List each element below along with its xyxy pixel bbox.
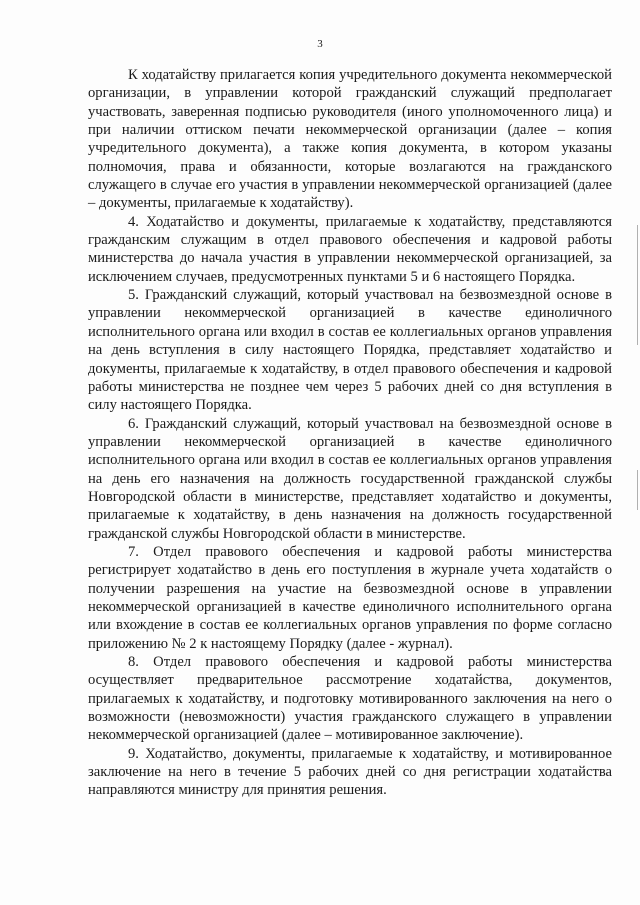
paragraph-5: 5. Гражданский служащий, который участвовал на безвозмездной основе в управлении некоммерческой организацией в качестве единоличного исполнительного органа или входил в состав ее коллегиальных органов управления на день вступления в силу настоящего Порядка, представляет ходатайство и документы, прилагаемые к ходатайству, в отдел правового обеспечения и кадровой работы министерства не позднее чем через 5 рабочих дней со дня вступления в силу настоящего Порядка.	[88, 287, 612, 414]
paragraph-7: 7. Отдел правового обеспечения и кадровой работы министерства регистрирует ходатайство в день его поступления в журнале учета ходатайств о получении разрешения на участие на безвозмездной основе в управлении некоммерческой организацией в качестве единоличного исполнительного органа или вхождение в состав ее коллегиальных органов управления по форме согласно приложению № 2 к настоящему Порядку (далее - журнал).	[88, 543, 612, 652]
paragraph-6: 6. Гражданский служащий, который участвовал на безвозмездной основе в управлении некоммерческой организацией в качестве единоличного исполнительного органа или входил в состав ее коллегиальных органов управления на день его назначения на должность государственной гражданской службы Новгородской области в министерстве, представляет ходатайство и документы, прилагаемые к ходатайству, в день назначения на должность государственной гражданской службы Новгородской области в министерстве.	[88, 415, 612, 542]
paragraph-4: 4. Ходатайство и документы, прилагаемые к ходатайству, представляются гражданским служащим в отдел правового обеспечения и кадровой работы министерства до начала участия в управлении некоммерческой организацией, за исключением случаев, предусмотренных пунктами 5 и 6 настоящего Порядка.	[88, 213, 612, 285]
scan-edge-mark	[637, 470, 638, 510]
paragraph-9: 9. Ходатайство, документы, прилагаемые к ходатайству, и мотивированное заключение на него в течение 5 рабочих дней со дня регистрации ходатайства направляются министру для принятия решения.	[88, 745, 612, 799]
paragraph-8: 8. Отдел правового обеспечения и кадровой работы министерства осуществляет предварительное рассмотрение ходатайства, документов, прилагаемых к ходатайству, и подготовку мотивированного заключения на него о возможности (невозможности) участия гражданского служащего в управлении некоммерческой организацией (далее – мотивированное заключение).	[88, 654, 612, 744]
scan-edge-mark	[637, 225, 638, 345]
paragraph-attachments: К ходатайству прилагается копия учредительного документа некоммерческой организации, в управлении которой гражданский служащий предполагает участвовать, заверенная подписью руководителя (иного уполномоченного лица) и при наличии оттиском печати некоммерческой организации (далее – копия учредительного документа), а также копия документа, в котором указаны полномочия, права и обязанности, которые возлагаются на гражданского служащего в случае его участия в управлении некоммерческой организацией (далее – документы, прилагаемые к ходатайству).	[88, 67, 612, 212]
document-body	[88, 66, 612, 800]
page-number: 3	[317, 38, 323, 50]
